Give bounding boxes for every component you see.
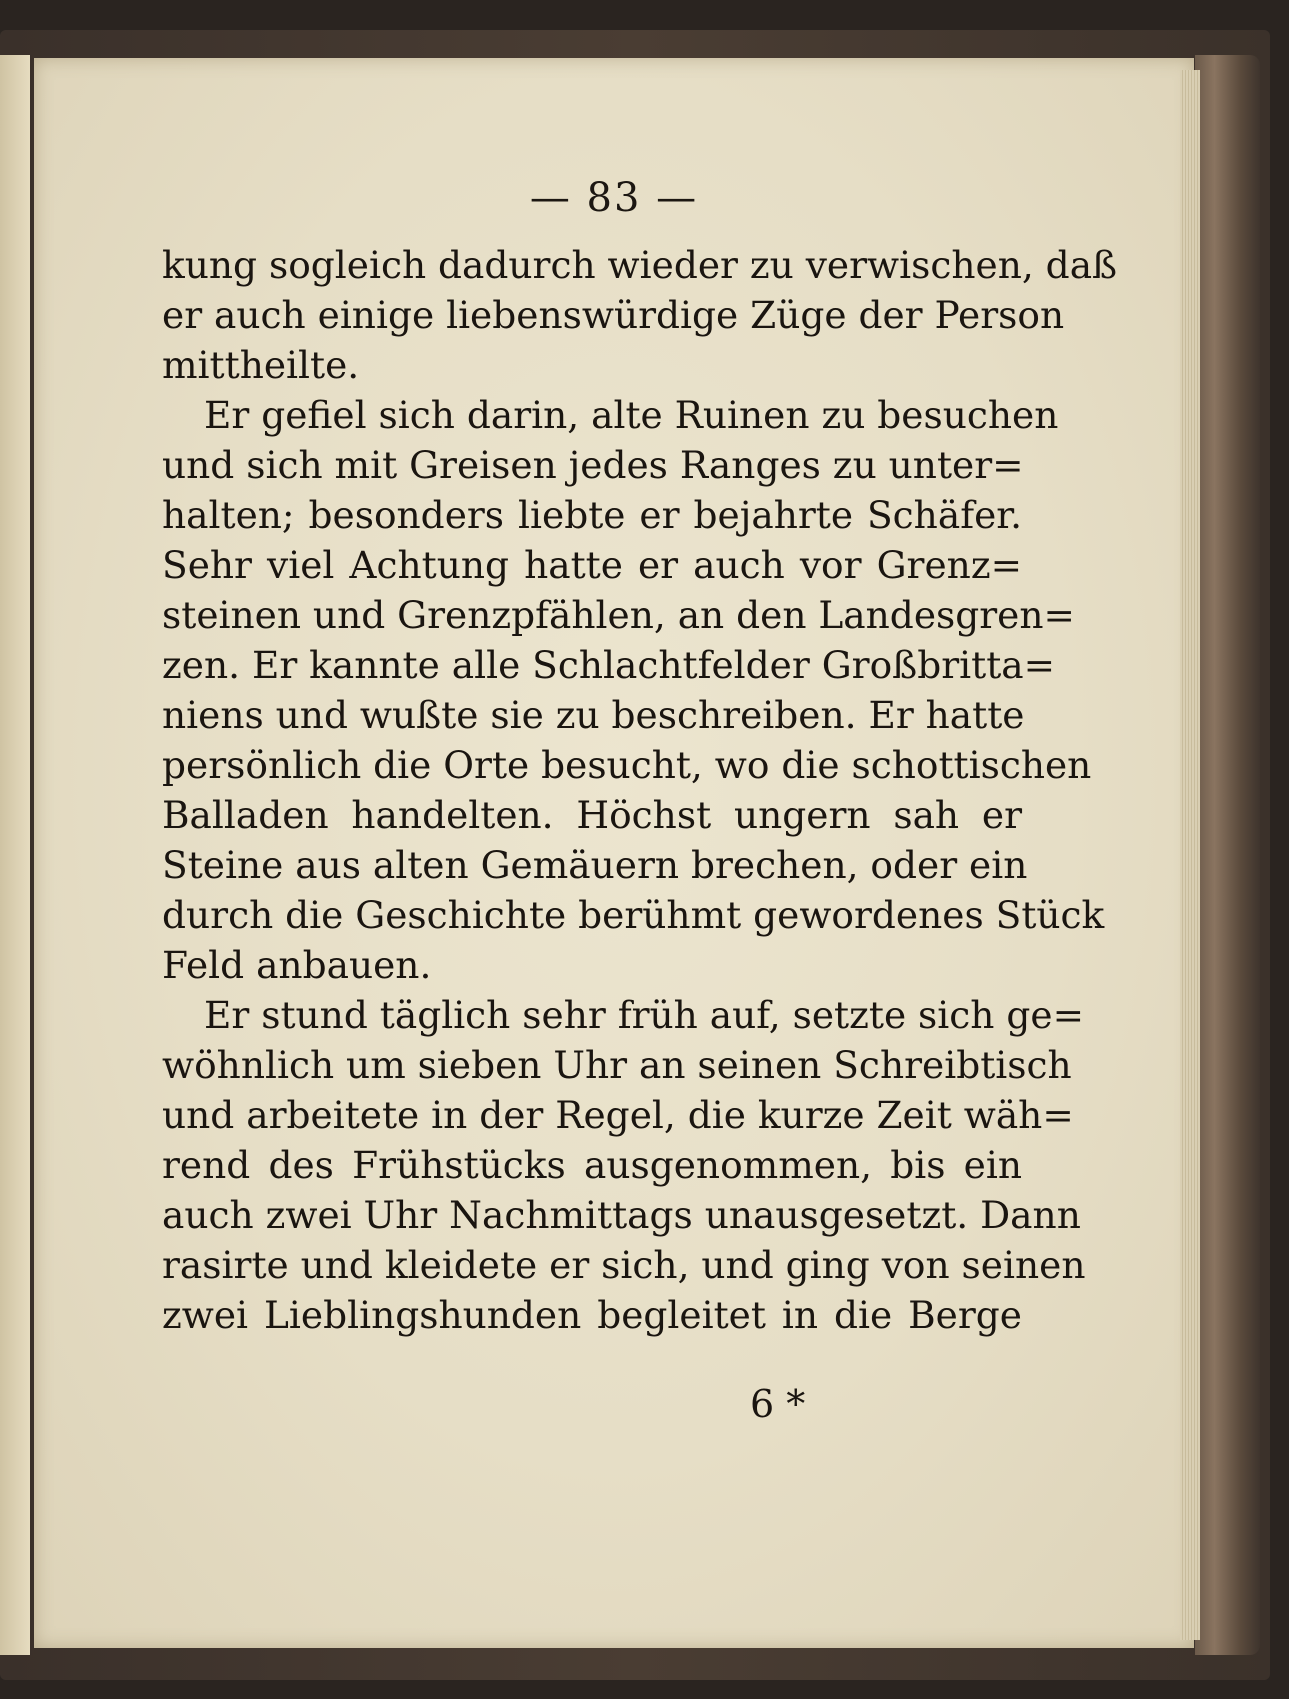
text-line: und sich mit Greisen jedes Ranges zu unter= xyxy=(162,443,1024,487)
text-line: und arbeitete in der Regel, die kurze Zeit wäh= xyxy=(162,1093,1074,1137)
text-line: steinen und Grenzpfählen, an den Landesgren= xyxy=(162,593,1075,637)
text-line: persönlich die Orte besucht, wo die schottischen xyxy=(162,743,1092,787)
page-number-header: — 83 — xyxy=(529,175,699,221)
text-line: Er stund täglich sehr früh auf, setzte sich ge= xyxy=(204,993,1084,1037)
text-line: zwei Lieblingshunden begleitet in die Berge xyxy=(162,1293,1022,1337)
text-line: Steine aus alten Gemäuern brechen, oder ein xyxy=(162,843,1028,887)
text-line: auch zwei Uhr Nachmittags unausgesetzt. Dann xyxy=(162,1193,1081,1237)
text-line: zen. Er kannte alle Schlachtfelder Großbritta= xyxy=(162,643,1056,687)
body-text xyxy=(162,240,1118,1340)
text-line: Feld anbauen. xyxy=(162,943,432,987)
page-edge-stack xyxy=(1180,70,1200,1640)
text-line: er auch einige liebenswürdige Züge der Person xyxy=(162,293,1065,337)
text-line: wöhnlich um sieben Uhr an seinen Schreibtisch xyxy=(162,1043,1072,1087)
book-cover-edge xyxy=(1195,55,1260,1655)
text-line: Er gefiel sich darin, alte Ruinen zu besuchen xyxy=(204,393,1059,437)
left-page-edge xyxy=(0,55,32,1655)
text-line: Balladen handelten. Höchst ungern sah er xyxy=(162,793,1022,837)
text-line: kung sogleich dadurch wieder zu verwischen, daß xyxy=(162,243,1118,287)
text-line: niens und wußte sie zu beschreiben. Er hatte xyxy=(162,693,1025,737)
text-line: rasirte und kleidete er sich, und ging von seinen xyxy=(162,1243,1086,1287)
text-line: Sehr viel Achtung hatte er auch vor Grenz= xyxy=(162,543,1022,587)
text-line: mittheilte. xyxy=(162,343,360,387)
text-line: durch die Geschichte berühmt gewordenes Stück xyxy=(162,893,1105,937)
text-line: halten; besonders liebte er bejahrte Schäfer. xyxy=(162,493,1022,537)
signature-mark: 6 * xyxy=(750,1382,806,1426)
text-line: rend des Frühstücks ausgenommen, bis ein xyxy=(162,1143,1022,1187)
